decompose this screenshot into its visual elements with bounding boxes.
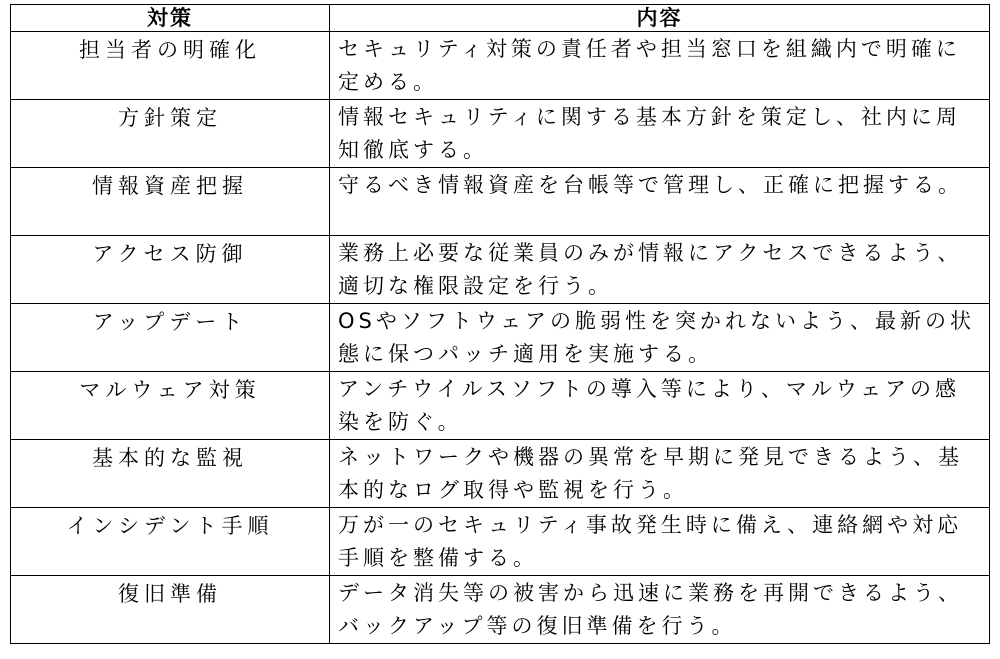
table-row [11, 32, 990, 100]
table-row [11, 440, 990, 508]
measure-cell: 担当者の明確化 [11, 32, 330, 100]
table-row [11, 168, 990, 236]
content-cell: 情報セキュリティに関する基本方針を策定し、社内に周知徹底する。 [330, 100, 990, 168]
content-cell: 業務上必要な従業員のみが情報にアクセスできるよう、適切な権限設定を行う。 [330, 236, 990, 304]
table-row [11, 100, 990, 168]
security-measures-table-wrapper [10, 4, 989, 644]
content-cell: アンチウイルスソフトの導入等により、マルウェアの感染を防ぐ。 [330, 372, 990, 440]
header-content: 内容 [330, 5, 990, 32]
content-cell: ネットワークや機器の異常を早期に発見できるよう、基本的なログ取得や監視を行う。 [330, 440, 990, 508]
table-row [11, 576, 990, 644]
measure-cell: インシデント手順 [11, 508, 330, 576]
security-measures-table [10, 4, 990, 644]
measure-cell: 基本的な監視 [11, 440, 330, 508]
measure-cell: アクセス防御 [11, 236, 330, 304]
table-row [11, 508, 990, 576]
measure-cell: アップデート [11, 304, 330, 372]
content-cell: データ消失等の被害から迅速に業務を再開できるよう、バックアップ等の復旧準備を行う。 [330, 576, 990, 644]
content-cell: 万が一のセキュリティ事故発生時に備え、連絡網や対応手順を整備する。 [330, 508, 990, 576]
measure-cell: 方針策定 [11, 100, 330, 168]
content-cell: セキュリティ対策の責任者や担当窓口を組織内で明確に定める。 [330, 32, 990, 100]
measure-cell: マルウェア対策 [11, 372, 330, 440]
content-cell: OSやソフトウェアの脆弱性を突かれないよう、最新の状態に保つパッチ適用を実施する。 [330, 304, 990, 372]
header-measure: 対策 [11, 5, 330, 32]
measure-cell: 情報資産把握 [11, 168, 330, 236]
table-header-row [11, 5, 990, 32]
table-row [11, 304, 990, 372]
measure-cell: 復旧準備 [11, 576, 330, 644]
table-row [11, 236, 990, 304]
table-row [11, 372, 990, 440]
content-cell: 守るべき情報資産を台帳等で管理し、正確に把握する。 [330, 168, 990, 236]
